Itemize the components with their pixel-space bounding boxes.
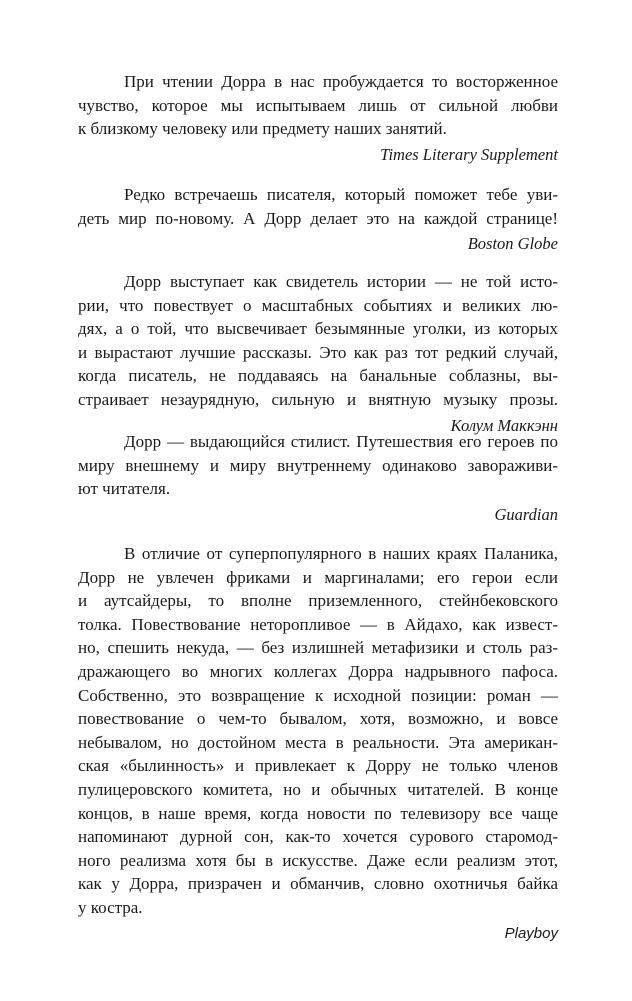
quote-line: деть мир по-новому. А Дорр делает это на каждой странице! [78,208,558,228]
quote-line: страивает незаурядную, сильную и внятную музыку прозы. [78,389,558,409]
quote-line: При чтении Дорра в нас пробуждается то восторженное [124,72,558,91]
quote-line: миру внешнему и миру внутреннему одинаково завораживи- [78,455,558,475]
review-quote-mccann [78,270,558,437]
quote-line: Собственно, это возвращение к исходной позиции: роман — [78,685,558,705]
quote-line: как у Дорра, призрачен и обманчив, словно охотничья байка [78,874,558,894]
quote-source: Boston Globe [467,234,558,254]
quote-source: Колум Маккэнн [450,415,558,435]
quote-line: и аутсайдеры, то вполне приземленного, стейнбековского [78,591,558,611]
review-quote-times [78,70,558,166]
quote-line: к близкому человеку или предмету наших занятий. [78,119,447,139]
quote-line: Дорр не увлечен фриками и маргиналами; его герои если [78,567,558,587]
quote-source: Times Literary Supplement [380,144,558,164]
quote-line: ская «былинность» и привлекает к Дорру не только членов [78,756,558,776]
quote-line: дях, а о той, что высвечивает безымянные уголки, из которых [78,319,558,339]
quote-line: и вырастают лучшие рассказы. Это как раз тот редкий случай, [78,342,558,362]
quote-line: ного реализма хотя бы в искусстве. Даже если реализм этот, [78,850,558,870]
quote-line: напоминают дурной сон, как-то хочется сурового старомод- [78,827,558,847]
quote-line: но, спешить некуда, — без излишней метафизики и столь раз- [78,638,558,658]
quote-line: небывалом, но достойном места в реальности. Эта американ- [78,732,558,752]
quote-line: толка. Повествование неторопливое — в Айдахо, как извест- [78,614,558,634]
quote-source: Guardian [494,504,558,524]
quote-line: концов, в наше время, когда новости по телевизору все чаще [78,803,558,823]
quote-line: чувство, которое мы испытываем лишь от сильной любви [78,95,558,115]
quote-line: повествование о чем-то бывалом, хотя, возможно, и вовсе [78,709,558,729]
quote-line: дражающего во многих коллегах Дорра надрывного пафоса. [78,661,558,681]
quote-source: Playboy [504,924,558,942]
quote-line: рии, что повествует о масштабных событиях и великих лю- [78,295,558,315]
quote-line: пулицеровского комитета, но и обычных читателей. В конце [78,779,558,799]
review-quote-boston [78,183,558,255]
quote-line: Редко встречаешь писателя, который поможет тебе уви- [124,185,558,204]
quote-line: Дорр выступает как свидетель истории — не той исто- [124,272,558,291]
quote-line: ют читателя. [78,479,171,499]
review-quote-playboy [78,542,558,945]
quote-line: Дорр — выдающийся стилист. Путешествия его героев по [124,432,558,451]
quote-line: В отличие от суперпопулярного в наших краях Паланика, [124,544,558,563]
quote-line: когда писатель, не поддаваясь на банальные соблазны, вы- [78,366,558,386]
review-quote-guardian [78,430,558,526]
quote-line: у костра. [78,897,143,917]
